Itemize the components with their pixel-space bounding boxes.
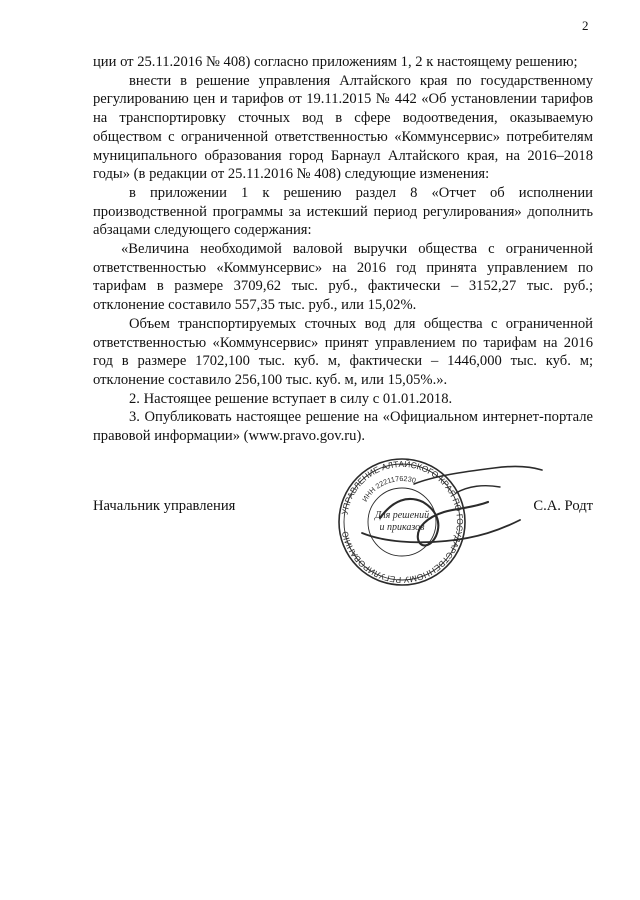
paragraph-effective-date: 2. Настоящее решение вступает в силу с 01.01.2018. (129, 390, 453, 407)
paragraph-amendment-intro: внести в решение управления Алтайского края по государственному регулированию цен и тарифов от 19.11.2015 № 442 «Об установлении тарифов на транспортировку сточных вод в сфере водоотведения, оказываемую обществом с ограниченной ответственностью «Коммунсервис» потребителям муниципального образования город Барнаул Алтайского края, на 2016–2018 годы» (в редакции от 25.11.2016 № 408) следующие изменения: (93, 72, 593, 183)
paragraph-publication: 3. Опубликовать настоящее решение на «Официальном интернет-портале правовой информации» (www.pravo.gov.ru). (93, 409, 593, 445)
seal-and-signature-graphic (318, 430, 558, 600)
page-number: 2 (582, 18, 589, 33)
signature-accent-stroke (456, 486, 500, 493)
paragraph-continuation: ции от 25.11.2016 № 408) согласно приложениям 1, 2 к настоящему решению; (93, 54, 578, 70)
seal-center-line2: и приказов (379, 522, 425, 533)
paragraph-volume-quote: Объем транспортируемых сточных вод для общества с ограниченной ответственностью «Коммунсервис» принят управлением по тарифам на 2016 год в размере 1702,100 тыс. куб. м, фактически – 1446,000 тыс. куб. м; отклонение составило 256,100 тыс. куб. м, или 15,05%.». (93, 315, 593, 388)
seal-inn-text: ИНН 2221176230 (360, 473, 417, 504)
signer-title: Начальник управления (93, 498, 236, 514)
signer-name: С.А. Родт (533, 498, 593, 514)
seal-outer-text: УПРАВЛЕНИЕ АЛТАЙСКОГО КРАЯ ПО ГОСУДАРСТВЕННОМУ РЕГУЛИРОВАНИЮ (339, 458, 466, 586)
paragraph-revenue-quote: «Величина необходимой валовой выручки общества с ограниченной ответственностью «Коммунсервис» на 2016 год принята управлением по тарифам в размере 3709,62 тыс. руб., фактически – 3152,27 тыс. руб.; отклонение составило 557,35 тыс. руб., или 15,02%. (93, 241, 593, 314)
seal-circle-group (339, 458, 465, 585)
seal-center-line1: Для решений (374, 510, 430, 521)
paragraph-appendix-change: в приложении 1 к решению раздел 8 «Отчет об исполнении производственной программы за истекший период регулирования» дополнить абзацами следующего содержания: (93, 184, 593, 239)
document-body (93, 53, 593, 446)
official-seal (318, 430, 558, 600)
